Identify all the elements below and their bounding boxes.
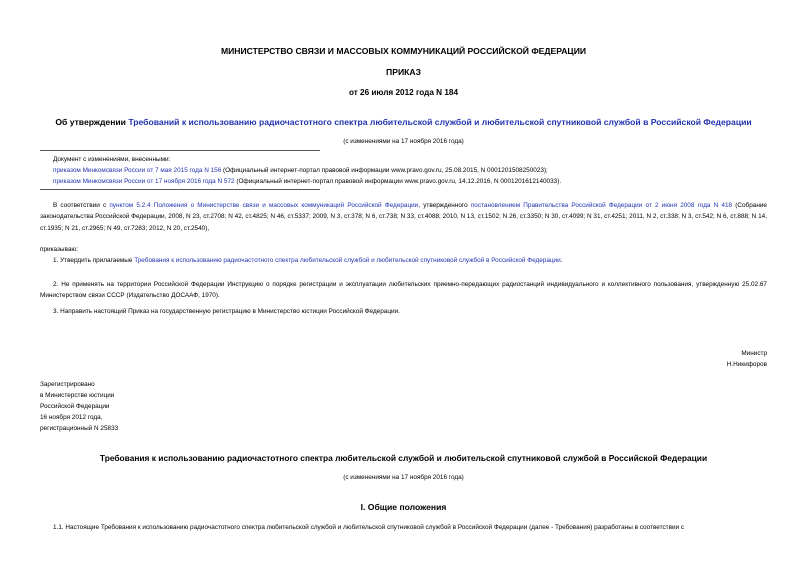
order-item-1 — [53, 257, 562, 265]
order-item-2: 2. Не применять на территории Российской Федерации Инструкцию о порядке регистрации и эксплуатации любительских приемно-передающих радиостанций индивидуального и коллективного пользования, утвержденную 25.02.67 Министерством связи СССР (Издательство ДОСААФ, 1970). — [40, 281, 767, 300]
amended-note: (с изменениями на 17 ноября 2016 года) — [343, 138, 464, 145]
registration-line: Зарегистрировано — [40, 381, 95, 388]
preamble-text: В соответствии с — [53, 202, 110, 209]
order-title — [0, 117, 807, 127]
requirements-link[interactable]: Требований к использованию радиочастотного спектра любительской службой и любительской спутниковой службой в Российской Федерации — [128, 117, 752, 127]
amendment-source: (Официальный интернет-портал правовой информации www.pravo.gov.ru, 25.08.2015, N 0001201508250023); — [221, 167, 548, 174]
divider-top — [40, 150, 320, 151]
preamble-text: (Собрание законодательства Российской Федерации, 2008, N 23, ст.2708; N 42, ст.4825; N 46, ст.5337; 2009, N 3, ст.378; N 6, ст.738; N 33, ст.4088; 2010, N 13, ст.1502; N 26, ст.3350; N 30, ст.4099; N 31, ст.4251; 2011, N 2, ст.338; N 3, ст.542; N 6, ст.888; N 14, ст.1935; N 21, ст.2965; N 49, ст.7283; 2012, N 20, ст.2540), — [40, 202, 767, 232]
date-number: от 26 июля 2012 года N 184 — [348, 88, 459, 97]
preamble-text: , утвержденного — [418, 202, 471, 209]
amendment-item — [53, 178, 561, 186]
item-text: 1. Утвердить прилагаемые — [53, 257, 135, 264]
divider-bottom — [40, 189, 320, 190]
signature-name: Н.Никифоров — [726, 361, 767, 368]
registration-line: регистрационный N 25833 — [40, 425, 119, 432]
signature-position: Министр — [741, 350, 767, 357]
regulation-link[interactable]: пунктом 5.2.4 Положения о Министерстве связи и массовых коммуникаций Российской Федерации — [109, 202, 419, 209]
requirements-link[interactable]: Требования к использованию радиочастотного спектра любительской службой и любительской спутниковой службой в Российской Федерации — [134, 257, 561, 264]
order-title-prefix: Об утверждении — [55, 117, 129, 127]
preamble-paragraph — [40, 200, 767, 234]
registration-line: 16 ноября 2012 года, — [40, 414, 103, 421]
item-text: . — [560, 257, 563, 264]
section-paragraph: 1.1. Настоящие Требования к использованию радиочастотного спектра любительской службой и любительской спутниковой службой в Российской Федерации (далее - Требования) разработаны в соответствии с — [53, 524, 685, 531]
registration-line: в Министерстве юстиции — [40, 392, 115, 399]
annex-amended-note: (с изменениями на 17 ноября 2016 года) — [343, 474, 464, 481]
amendment-link[interactable]: приказом Минкомсвязи России от 7 мая 2015 года N 156 — [53, 167, 222, 174]
order-item-3: 3. Направить настоящий Приказ на государственную регистрацию в Министерство юстиции Российской Федерации. — [53, 308, 400, 315]
amendment-item — [53, 167, 548, 175]
registration-line: Российской Федерации — [40, 403, 110, 410]
government-decree-link[interactable]: постановлением Правительства Российской Федерации от 2 июня 2008 года N 418 — [470, 202, 733, 209]
annex-title: Требования к использованию радиочастотного спектра любительской службой и любительской спутниковой службой в Российской Федерации — [99, 453, 708, 463]
amendments-intro: Документ с изменениями, внесенными: — [53, 156, 171, 163]
amendment-source: (Официальный интернет-портал правовой информации www.pravo.gov.ru, 14.12.2016, N 0001201612140033). — [234, 178, 562, 185]
ministry-heading: МИНИСТЕРСТВО СВЯЗИ И МАССОВЫХ КОММУНИКАЦИЙ РОССИЙСКОЙ ФЕДЕРАЦИИ — [220, 46, 587, 56]
doc-type-heading: ПРИКАЗ — [386, 67, 421, 77]
section-heading: I. Общие положения — [360, 502, 447, 512]
amendment-link[interactable]: приказом Минкомсвязи России от 17 ноября 2016 года N 572 — [53, 178, 235, 185]
order-word: приказываю: — [40, 246, 78, 253]
